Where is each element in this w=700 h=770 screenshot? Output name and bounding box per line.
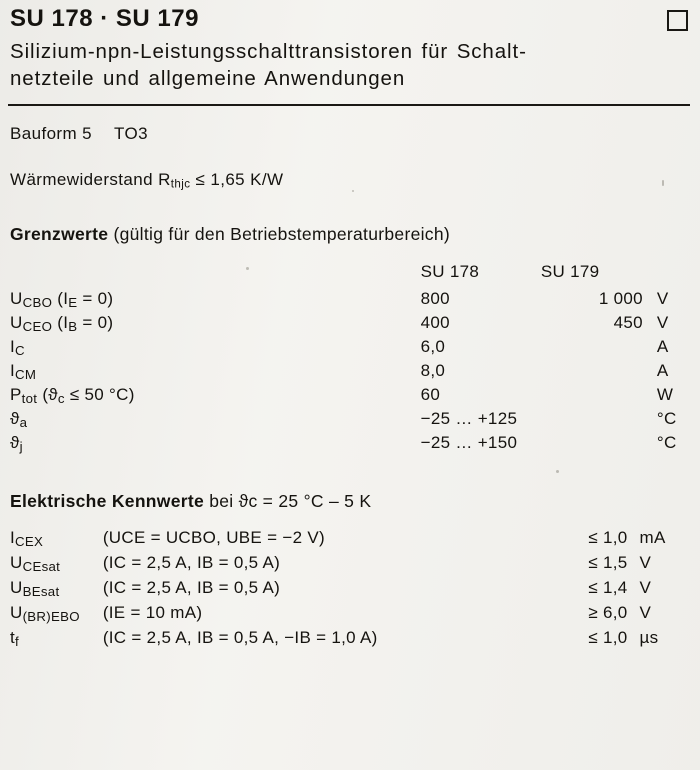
page-subtitle [8,39,690,91]
electrical-value: ≤ 1,4 [588,578,628,598]
electrical-value: ≤ 1,5 [588,553,628,573]
column-header-su178: SU 178 [420,261,480,281]
electrical-symbol: $U_{CEsat}$ [10,553,61,575]
limits-value-common: 6,0 [420,337,446,357]
table-row [8,626,690,651]
limits-value-su178: 400 [420,313,450,333]
electrical-condition: (IC = 2,5 A, IB = 0,5 A) [102,578,281,598]
electrical-unit: µs [639,627,659,647]
electrical-table [8,526,690,651]
limits-symbol-sub: tot [21,390,38,406]
table-row [8,288,690,312]
table-row [8,576,690,601]
subtitle-line-2: netzteile und allgemeine Anwendungen [10,66,406,90]
limits-symbol: ϑ [10,432,20,452]
limits-param [8,288,421,312]
electrical-condition: (IC = 2,5 A, IB = 0,5 A) [102,553,281,573]
electrical-unit: V [639,553,652,573]
table-row [8,526,690,551]
limits-symbol: U [10,289,23,309]
limits-cond: (I [57,313,69,333]
table-row [8,431,690,455]
limits-unit: V [656,289,669,309]
limits-symbol: I [10,361,16,381]
limits-heading-rest: (gültig für den Betriebstemperaturbereich) [113,224,450,245]
limits-heading [8,224,690,245]
electrical-unit: V [639,578,652,598]
limits-value-common: 60 [420,385,441,405]
table-row [8,360,690,384]
limits-table [8,260,690,455]
thermal-resistance-row [8,170,690,191]
limits-param [8,360,421,384]
limits-cond-sub: B [68,319,78,335]
limits-param [8,312,421,336]
table-row [8,336,690,360]
limits-unit: °C [656,432,677,452]
electrical-value: ≤ 1,0 [588,627,628,647]
electrical-table-body [8,526,690,651]
limits-param [8,431,421,455]
electrical-unit: V [639,602,652,622]
electrical-symbol: $t_f$ [10,627,20,649]
electrical-symbol: $U_{(BR)EBO}$ [10,602,80,624]
limits-value-common: −25 … +125 [420,408,518,428]
electrical-value: ≤ 1,0 [588,528,628,548]
limits-symbol: ϑ [10,408,20,428]
limits-unit: V [656,313,669,333]
limits-unit: W [656,385,674,405]
package-value: TO3 [114,123,148,143]
electrical-heading [8,491,690,512]
limits-symbol-sub: CBO [22,295,53,311]
limits-table-header [8,260,690,288]
limits-unit: A [656,361,669,381]
electrical-heading-rest: bei ϑc = 25 °C – 5 K [209,491,372,512]
limits-heading-bold: Grenzwerte [10,224,109,245]
table-row [8,551,690,576]
column-header-su179: SU 179 [540,261,600,281]
electrical-heading-bold: Elektrische Kennwerte [10,491,205,512]
limits-symbol-sub: CEO [22,319,53,335]
limits-value-su179: 1 000 [598,289,643,309]
table-row [8,260,690,288]
electrical-unit: mA [639,528,666,548]
limits-symbol: P [10,385,22,405]
package-label: Bauform 5 [10,123,93,143]
limits-cond: (I [57,289,69,309]
square-outline-icon [667,10,688,31]
table-row [8,312,690,336]
limits-param [8,336,421,360]
package-row [8,124,690,144]
limits-value-common: 8,0 [420,361,446,381]
limits-param [8,384,421,408]
page-title: SU 178 · SU 179 [10,5,199,32]
electrical-condition: (IC = 2,5 A, IB = 0,5 A, −IB = 1,0 A) [102,627,378,647]
limits-symbol-sub: j [19,438,23,454]
electrical-symbol: $I_{CEX}$ [10,528,44,550]
limits-symbol-sub: C [15,343,25,359]
subtitle-line-1: Silizium-npn-Leistungsschalttransistoren für Schalt- [10,40,527,64]
limits-param [8,407,421,431]
thermal-resistance-label: Wärmewiderstand R [10,169,171,189]
table-row [8,601,690,626]
limits-cond-end: ≤ 50 °C) [64,385,135,405]
limits-symbol-sub: a [19,414,28,430]
limits-unit: A [656,337,669,357]
limits-cond-end: = 0) [77,313,114,333]
limits-value-su178: 800 [420,289,450,309]
limits-value-common: −25 … +150 [420,432,518,452]
limits-symbol-sub: CM [15,367,37,383]
limits-symbol: U [10,313,23,333]
limits-cond: (ϑ [42,385,58,405]
electrical-value: ≥ 6,0 [588,602,628,622]
thermal-resistance-subscript: thjc [170,178,191,191]
header-divider [8,104,690,106]
table-row [8,407,690,431]
limits-unit: °C [656,408,677,428]
limits-symbol: I [10,337,16,357]
electrical-condition: (UCE = UCBO, UBE = −2 V) [102,528,325,548]
limits-value-su179: 450 [613,313,643,333]
limits-cond-end: = 0) [77,289,114,309]
limits-table-body [8,288,690,455]
header [8,6,690,32]
thermal-resistance-value: ≤ 1,65 K/W [190,169,284,189]
table-row [8,384,690,408]
limits-cond-sub: c [57,390,65,406]
electrical-condition: (IE = 10 mA) [102,602,203,622]
limits-cond-sub: E [68,295,78,311]
electrical-symbol: $U_{BEsat}$ [10,578,60,599]
